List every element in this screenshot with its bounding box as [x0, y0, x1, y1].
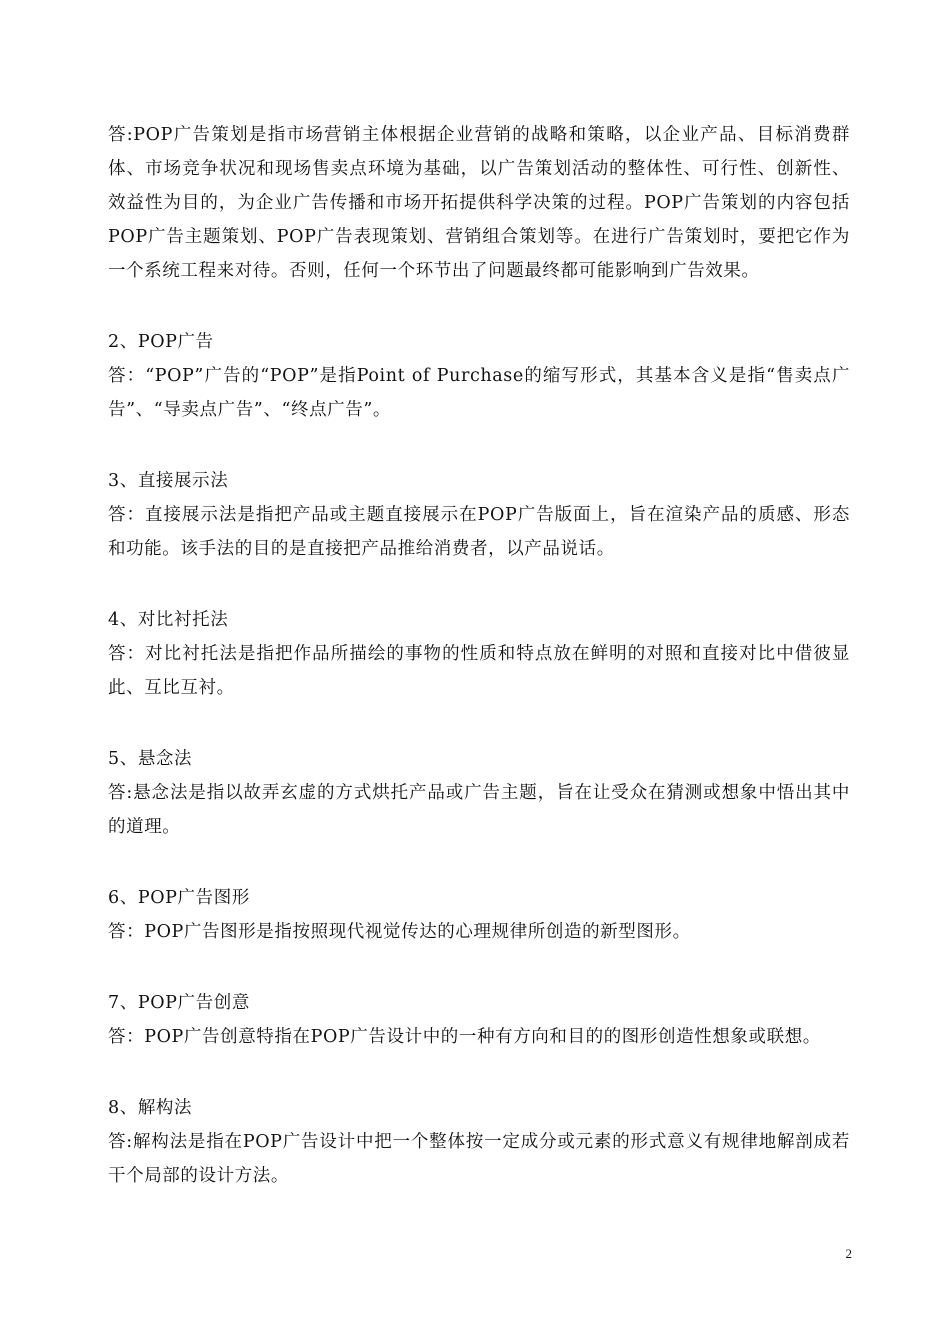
page-content: [108, 118, 850, 1230]
definition-item-3: [108, 464, 850, 566]
intro-answer: 答:POP广告策划是指市场营销主体根据企业营销的战略和策略，以企业产品、目标消费群体、市场竞争状况和现场售卖点环境为基础，以广告策划活动的整体性、可行性、创新性、效益性为目的，为企业广告传播和市场开拓提供科学决策的过程。POP广告策划的内容包括POP广告主题策划、POP广告表现策划、营销组合策划等。在进行广告策划时，要把它作为一个系统工程来对待。否则，任何一个环节出了问题最终都可能影响到广告效果。: [108, 125, 850, 281]
definition-answer: 答：POP广告创意特指在POP广告设计中的一种有方向和目的的图形创造性想象或联想。: [108, 1027, 821, 1047]
definition-item-4: [108, 603, 850, 705]
definition-answer: 答：对比衬托法是指把作品所描绘的事物的性质和特点放在鲜明的对照和直接对比中借彼显此、互比互衬。: [108, 644, 850, 698]
definition-heading: 8、解构法: [108, 1098, 193, 1118]
definition-heading: 2、POP广告: [108, 332, 214, 352]
definition-answer: 答：“POP”广告的“POP”是指Point of Purchase的缩写形式，其基本含义是指“售卖点广告”、“导卖点广告”、“终点广告”。: [108, 366, 850, 420]
definition-item-7: [108, 986, 850, 1054]
definition-answer: 答：直接展示法是指把产品或主题直接展示在POP广告版面上，旨在渲染产品的质感、形态和功能。该手法的目的是直接把产品推给消费者，以产品说话。: [108, 505, 850, 559]
definition-item-8: [108, 1091, 850, 1193]
definition-answer: 答：POP广告图形是指按照现代视觉传达的心理规律所创造的新型图形。: [108, 922, 691, 942]
definition-item-2: [108, 325, 850, 427]
page-number: 2: [845, 1246, 852, 1261]
definition-item-6: [108, 881, 850, 949]
intro-block: [108, 118, 850, 288]
definition-heading: 6、POP广告图形: [108, 888, 250, 908]
definition-answer: 答:悬念法是指以故弄玄虚的方式烘托产品或广告主题，旨在让受众在猜测或想象中悟出其中的道理。: [108, 783, 850, 837]
definition-item-5: [108, 742, 850, 844]
definition-heading: 5、悬念法: [108, 749, 193, 769]
definition-answer: 答:解构法是指在POP广告设计中把一个整体按一定成分或元素的形式意义有规律地解剖成若干个局部的设计方法。: [108, 1132, 850, 1186]
definition-heading: 3、直接展示法: [108, 471, 229, 491]
definition-heading: 4、对比衬托法: [108, 610, 229, 630]
definition-heading: 7、POP广告创意: [108, 993, 250, 1013]
